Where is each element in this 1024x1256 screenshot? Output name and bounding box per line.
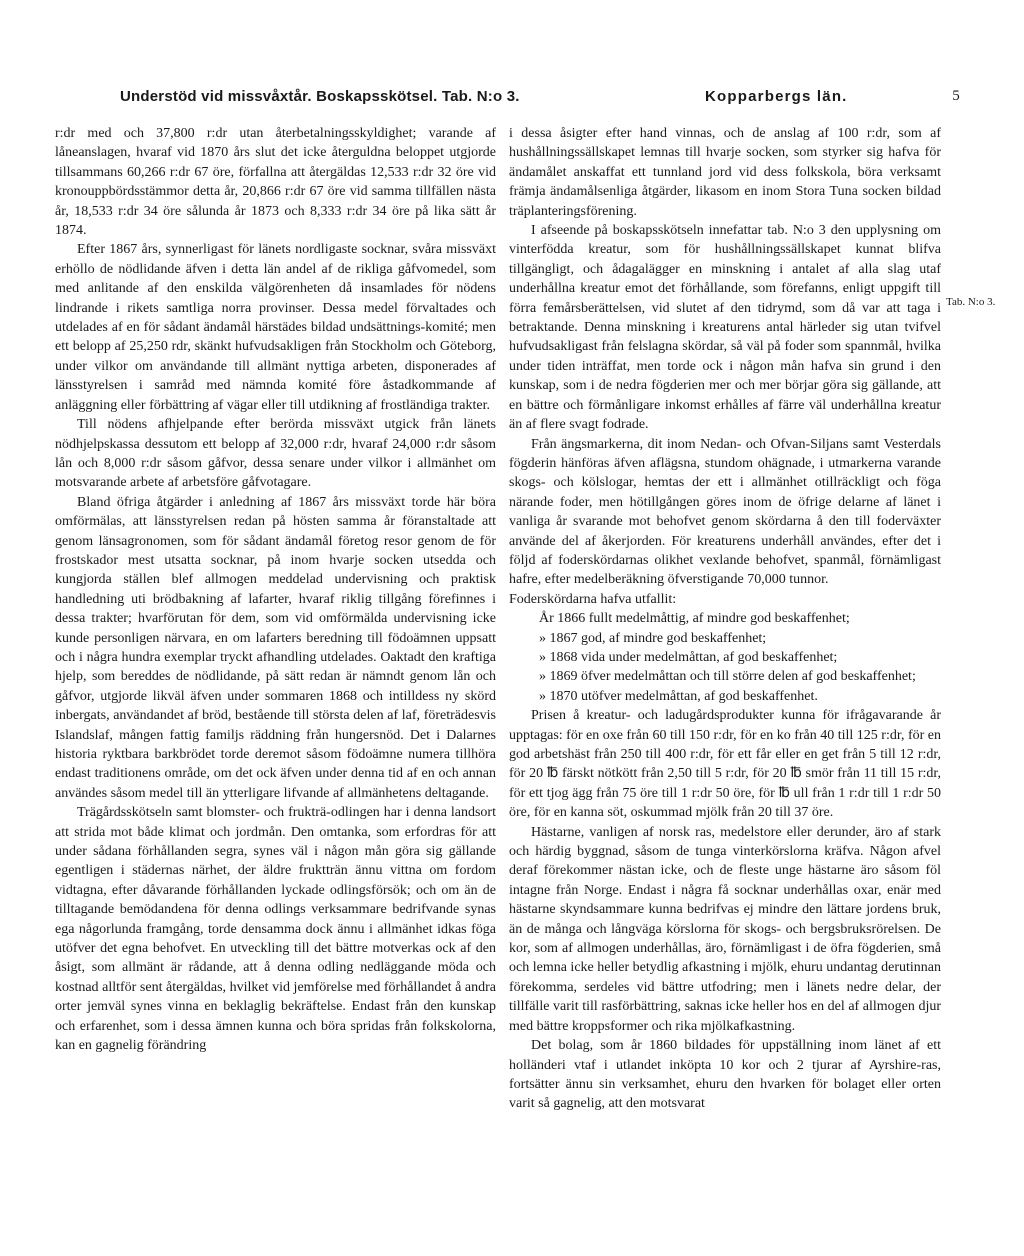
- page-number: 5: [952, 88, 960, 104]
- list-item: » 1868 vida under medelmåttan, af god beskaffenhet;: [539, 649, 838, 665]
- list-item: » 1867 god, af mindre god beskaffenhet;: [539, 630, 767, 646]
- paragraph: Foderskördarna hafva utfallit:: [509, 591, 677, 607]
- paragraph: Efter 1867 års, synnerligast för länets nordligaste socknar, svåra missväxt erhöllo de nödlidande äfven i detta län andel af de rikliga gåfvomedel, som med anlitande af den enskilda välgörenheten då insamlades för nödens lindrande i rikets samtliga norra provinser. Dessa medel förvaltades och utdelades af en för sådant ändamål härstädes bildad undsättnings-komité; men ett belopp af 25,250 rdr, skänkt hufvudsakligen från Stockholm och Göteborg, under vilkor om användande till allmänt nyttiga arbeten, disponerades af länsstyrelsen i samråd med nämnda komité före åstadkommande af anläggning eller förbättring af vägar eller till utdikning af frostländiga trakter.: [55, 242, 496, 413]
- paragraph: Från ängsmarkerna, dit inom Nedan- och Ofvan-Siljans samt Vesterdals fögderin hänföras äfven aflägsna, stundom ohägnade, i utmarkerna varande skogs- och kölslogar, hemtas der ett i allmänhet otillräckligt och föga närande foder, men hötillgången göres inom de öfrige delarne af länet i vanliga år svarande mot behofvet genom skördarna å den till foderväxter använde del af åkerjorden. För kreaturens underhåll användes, efter det i följd af foderskördarnas olikhet vexlande behofvet, spanmål, förnämligast hafre, efter medelberäkning öfverstigande 70,000 tunnor.: [509, 436, 941, 588]
- paragraph: Det bolag, som år 1860 bildades för uppställning inom länet af ett holländeri vtaf i utlandet inköpta 10 kor och 2 tjurar af Ayrshire-ras, fortsätter ännu sin verksamhet, ehuru den hvarken för bolaget eller orten varit så gagnelig, att den motsvarat: [509, 1038, 941, 1112]
- left-column: [55, 124, 496, 1056]
- paragraph: Trägårdsskötseln samt blomster- och frukträ-odlingen har i denna landsort att strida mot både klimat och jordmån. Den omtanka, som erfordras för att under sådana förhållanden segra, synes väl i någon mån göra sig gällande egentligen i städernas närhet, der äldre fruktträn ännu vittna om fordom vidtagna, efter dåvarande förhållanden lyckade odlingsförsök; och om än de tilltagande bemödandena för denna odlings verksammare bedrifvande synas ega någorlunda framgång, torde densamma dock ännu i allmänhet idkas föga utöfver det egna behofvet. En utveckling till det bättre motverkas ock af den åsigt, som allmänt är rådande, att å denna odling nedläggande möda och kostnad alltför sent återgäldas, hvilket vid jemförelse med förhållandet å andra orter jemväl synes vinna en beklaglig bekräftelse. Endast från den kunskap och erfarenhet, som i dessa ämnen kunna och böra spridas från folkskolorna, kan en gagnelig förändring: [55, 805, 496, 1054]
- paragraph: r:dr med och 37,800 r:dr utan återbetalningsskyldighet; varande af låneanslagen, hvaraf vid 1870 års slut det icke återguldna beloppet utgjorde tillsammans 60,266 r:dr 67 öre, förfallna att återgäldas 12,533 r:dr 32 öre vid kronouppbördsstämmor detta år, 20,866 r:dr 67 öre vid samma tillfällen nästa år, 18,533 r:dr 34 öre sålunda år 1873 och 8,333 r:dr 34 öre på lika sätt år 1874.: [55, 126, 496, 239]
- paragraph: Prisen å kreatur- och ladugårdsprodukter kunna för ifrågavarande år upptagas: för en oxe från 60 till 150 r:dr, för en ko från 40 till 125 r:dr, för en god arbetshäst från 250 till 400 r:dr, för ett får eller en get från 5 till 12 r:dr, för 20 ℔ färskt nötkött från 2,50 till 5 r:dr, för 20 ℔ smör från 11 till 15 r:dr, för ett tjog ägg från 75 öre till 1 r:dr 50 öre, för ℔ ull från 1 r:dr till 1 r:dr 50 öre, för en kanna söt, oskummad mjölk från 20 till 37 öre.: [509, 708, 941, 821]
- header-county: Kopparbergs län.: [705, 88, 848, 105]
- paragraph: Till nödens afhjelpande efter berörda missväxt utgick från länets nödhjelpskassa dessutom ett belopp af 32,000 r:dr, hvaraf 24,000 r:dr såsom lån och 8,000 r:dr såsom gåfvor, dessa senare under vilkor i allmänhet om motsvarande arbete af arbetsföre gåfvotagare.: [55, 417, 496, 491]
- paragraph: Bland öfriga åtgärder i anledning af 1867 års missväxt torde här böra omförmälas, att länsstyrelsen redan på hösten samma år föranstaltade att genom länsagronomen, som för sådant ändamål företog resor genom de för frostskador mest utsatta socknar, på inom hvarje socken utsedda och kungjorda ställen blef allmogen meddelad undervisning och praktisk handledning uti brödbakning af lafarter, hvaraf riklig tillgång förefinnes i dessa trakter; hvarförutan för dem, som vid omförmälda undervisning icke kunde personligen närvara, en om lafarters beredning till födoämnen uppsatt och i några hundra exemplar tryckt afhandling utdelades. Oaktadt den kraftiga hjelp, som bereddes de nödlidande, på sätt redan är nämndt genom lån och gåfvor, utgjorde likväl äfven under sommaren 1868 och intilldess ny skörd inbergats, användandet af bröd, bestående till största delen af laf, företrädesvis Islandslaf, mången fattig familjs räddning från hungersnöd. Det i Dalarnes historia ryktbara barkbrödet torde deremot såsom födoämne numera tillhöra endast traditionens område, om det ock äfven under denna tid af en och annan användes såsom medel till än ytterligare lifvande af allmänhetens deltagande.: [55, 494, 496, 801]
- paragraph: Hästarne, vanligen af norsk ras, medelstore eller derunder, äro af stark och härdig byggnad, såsom de tunga vinterkörslorna kräfva. Någon afvel deraf förekommer nästan icke, och de fleste unge hästarne äro såsom föl intagne från Norge. Endast i några få socknar underhållas oxar, enär med hästarne skyndsammare kunna bedrifvas ej mindre den lättare jordens bruk, än de många och långväga körslorna för skogs- och bergsbruksrörelsen. De kor, som af allmogen underhållas, äro, förnämligast i de öfra fögderien, små och lemna icke heller betydlig afkastning i mjölk, ehuru undantag derutinnan förekomma, serdeles vid bättre utfodring; men i länets nedre delar, der tillfälle varit till rasförbättring, saknas icke heller hos en del af allmogen djur med bättre kroppsformer och rika mjölkafkastning.: [509, 824, 941, 1034]
- list-item: » 1869 öfver medelmåttan och till större delen af god beskaffenhet;: [539, 669, 916, 685]
- paragraph: I afseende på boskapsskötseln innefattar tab. N:o 3 den upplysning om vinterfödda kreatur, som för hushållningssällskapet kunnat blifva tillgängligt, och ådagalägger en minskning i antalet af alla slag utaf underhållna kreatur emot det förhållande, som förefanns, enligt uppgift till förra femårsberättelsen, vid slutet af den tidrymd, som då var att taga i betraktande. Denna minskning i kreaturens antal härleder sig utan tvifvel hufvudsakligast från felslagna skördar, så väl på foder som spannmål, hvilka under tiden inträffat, men torde ock i någon mån hafva sin grund i den kunskap, som i de nedra fögderien mer och mer börjar göra sig gällande, att en bättre och förmånligare inkomst erhålles af färre väl underhållna kreatur än af flere svagt fodrade.: [509, 223, 941, 433]
- paragraph: i dessa åsigter efter hand vinnas, och de anslag af 100 r:dr, som af hushållningssällskapet lemnas till hvarje socken, som styrker sig hafva för ändamålet anskaffat ett tunnland jord vid dess folkskola, böra verksamt främja ändamålsenliga åtgärder, likasom en inom Stora Tuna socken bildad träplanteringsförening.: [509, 126, 941, 219]
- right-column: [509, 124, 941, 1114]
- list-item: » 1870 utöfver medelmåttan, af god beskaffenhet.: [539, 688, 818, 704]
- running-header: [120, 88, 960, 112]
- list-item: År 1866 fullt medelmåttig, af mindre god beskaffenhet;: [539, 611, 850, 627]
- header-title: Understöd vid missvåxtår. Boskapsskötsel. Tab. N:o 3.: [120, 88, 520, 105]
- margin-note: Tab. N:o 3.: [946, 296, 996, 308]
